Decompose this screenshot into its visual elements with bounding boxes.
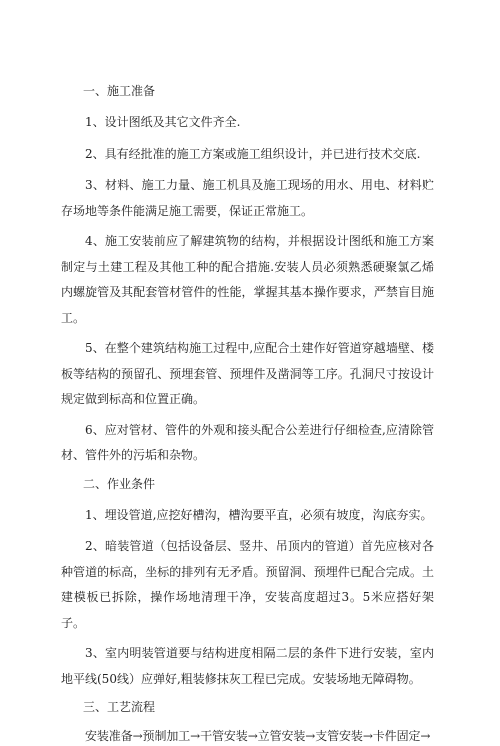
paragraph-item: 1、埋设管道,应挖好槽沟，槽沟要平直，必须有坡度，沟底夯实。 (85, 507, 433, 522)
paragraph-item: 3、室内明装管道要与结构进度相隔二层的条件下进行安装，室内地平线(50线）应弹好,粗装修抹灰工程已完成。安装场地无障碍物。 (61, 646, 434, 686)
paragraph-item: 5、在整个建筑结构施工过程中,应配合土建作好管道穿越墙壁、楼板等结构的预留孔、预埋套管、预埋件及凿洞等工序。孔洞尺寸按设计规定做到标高和位置正确。 (61, 341, 434, 406)
process-flow-line: 安装准备→预制加工→干管安装→立管安装→支管安装→卡件固定→ (85, 729, 431, 743)
paragraph-item: 2、具有经批准的施工方案或施工组织设计，并已进行技术交底. (85, 146, 421, 161)
paragraph-item: 3、材料、施工力量、施工机具及施工现场的用水、用电、材料贮存场地等条件能满足施工需要，保证正常施工。 (61, 178, 434, 218)
paragraph-item: 2、暗装管道（包括设备层、竖井、吊顶内的管道）首先应核对各种管道的标高，坐标的排列有无矛盾。预留洞、预埋件已配合完成。土建模板已拆除，操作场地清理干净，安装高度超过3。5米应搭好架子。 (61, 539, 434, 630)
section-title-conditions: 二、作业条件 (83, 476, 156, 491)
paragraph-item: 6、应对管材、管件的外观和接头配合公差进行仔细检查,应清除管材、管件外的污垢和杂物。 (61, 422, 434, 462)
paragraph-item: 1、设计图纸及其它文件齐全. (85, 115, 241, 129)
paragraph-item: 4、施工安装前应了解建筑物的结构，并根据设计图纸和施工方案制定与土建工程及其他工种的配合措施.安装人员必须熟悉硬聚氯乙烯内螺旋管及其配套管材管件的性能，掌握其基本操作要求，严禁盲目施工。 (61, 234, 434, 325)
section-title-preparation: 一、施工准备 (83, 84, 156, 98)
section-title-process: 三、工艺流程 (83, 700, 156, 714)
